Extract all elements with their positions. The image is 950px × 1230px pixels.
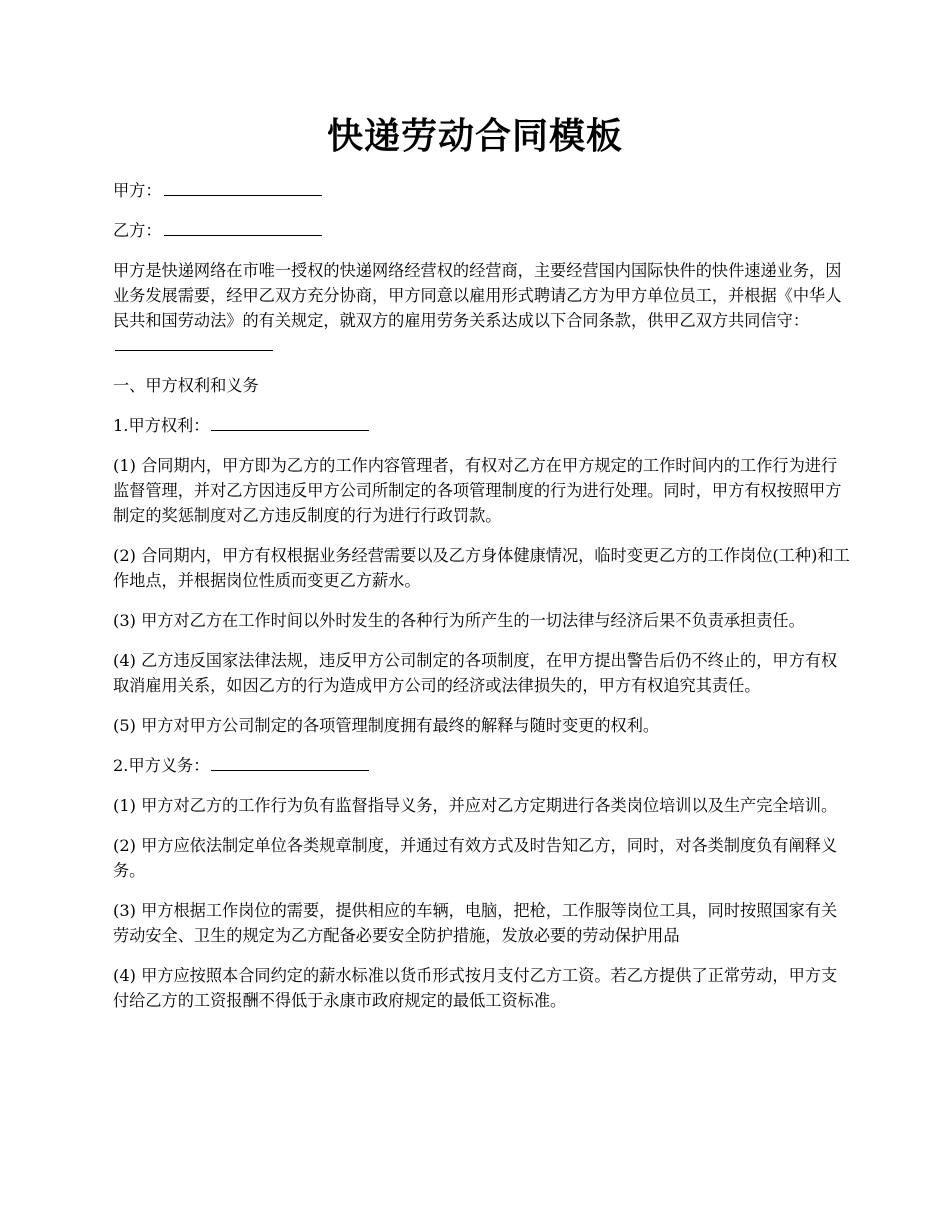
duties-blank [211, 754, 369, 771]
duties-item-2: (2) 甲方应依法制定单位各类规章制度，并通过有效方式及时告知乙方，同时，对各类制度负有阐释义务。 [113, 836, 838, 880]
rights-blank [211, 414, 369, 431]
intro-blank [115, 334, 273, 351]
rights-item-3: (3) 甲方对乙方在工作时间以外时发生的各种行为所产生的一切法律与经济后果不负责承担责任。 [113, 611, 805, 630]
duties-item-4: (4) 甲方应按照本合同约定的薪水标准以货币形式按月支付乙方工资。若乙方提供了正常劳动，甲方支付给乙方的工资报酬不得低于永康市政府规定的最低工资标准。 [113, 966, 838, 1010]
duties-heading-line [113, 753, 853, 778]
party-b-blank [164, 219, 322, 236]
rights-heading-line [113, 413, 853, 438]
duties-item-1: (1) 甲方对乙方的工作行为负有监督指导义务，并应对乙方定期进行各类岗位培训以及生产完全培训。 [113, 796, 838, 815]
rights-item-5: (5) 甲方对甲方公司制定的各项管理制度拥有最终的解释与随时变更的权利。 [113, 716, 660, 735]
document-body [113, 178, 853, 1028]
duties-item-3: (3) 甲方根据工作岗位的需要，提供相应的车辆，电脑，把枪，工作服等岗位工具，同时按照国家有关劳动安全、卫生的规定为乙方配备必要安全防护措施，发放必要的劳动保护用品 [113, 901, 838, 945]
party-a-blank [164, 179, 322, 196]
party-b-line [113, 218, 853, 243]
section1-heading: 一、甲方权利和义务 [113, 376, 259, 395]
party-a-label: 甲方： [113, 181, 162, 200]
rights-item-2: (2) 合同期内，甲方有权根据业务经营需要以及乙方身体健康情况，临时变更乙方的工作岗位(工种)和工作地点，并根据岗位性质而变更乙方薪水。 [113, 546, 850, 590]
rights-item-4: (4) 乙方违反国家法律法规，违反甲方公司制定的各项制度，在甲方提出警告后仍不终止的，甲方有权取消雇用关系，如因乙方的行为造成甲方公司的经济或法律损失的，甲方有权追究其责任。 [113, 651, 838, 695]
duties-heading: 2.甲方义务： [113, 756, 210, 775]
intro-paragraph [113, 258, 853, 358]
rights-item-1: (1) 合同期内，甲方即为乙方的工作内容管理者，有权对乙方在甲方规定的工作时间内的工作行为进行监督管理，并对乙方因违反甲方公司所制定的各项管理制度的行为进行处理。同时，甲方有权按照甲方制定的奖惩制度对乙方违反制度的行为进行行政罚款。 [113, 456, 842, 525]
document-title: 快递劳动合同模板 [326, 115, 623, 157]
party-b-label: 乙方： [113, 221, 162, 240]
party-a-line [113, 178, 853, 203]
intro-text: 甲方是快递网络在市唯一授权的快递网络经营权的经营商，主要经营国内国际快件的快件速递业务，因业务发展需要，经甲乙双方充分协商，甲方同意以雇用形式聘请乙方为甲方单位员工，并根据《中华人民共和国劳动法》的有关规定，就双方的雇用劳务关系达成以下合同条款，供甲乙双方共同信守： [113, 261, 842, 330]
rights-heading: 1.甲方权利： [113, 416, 210, 435]
